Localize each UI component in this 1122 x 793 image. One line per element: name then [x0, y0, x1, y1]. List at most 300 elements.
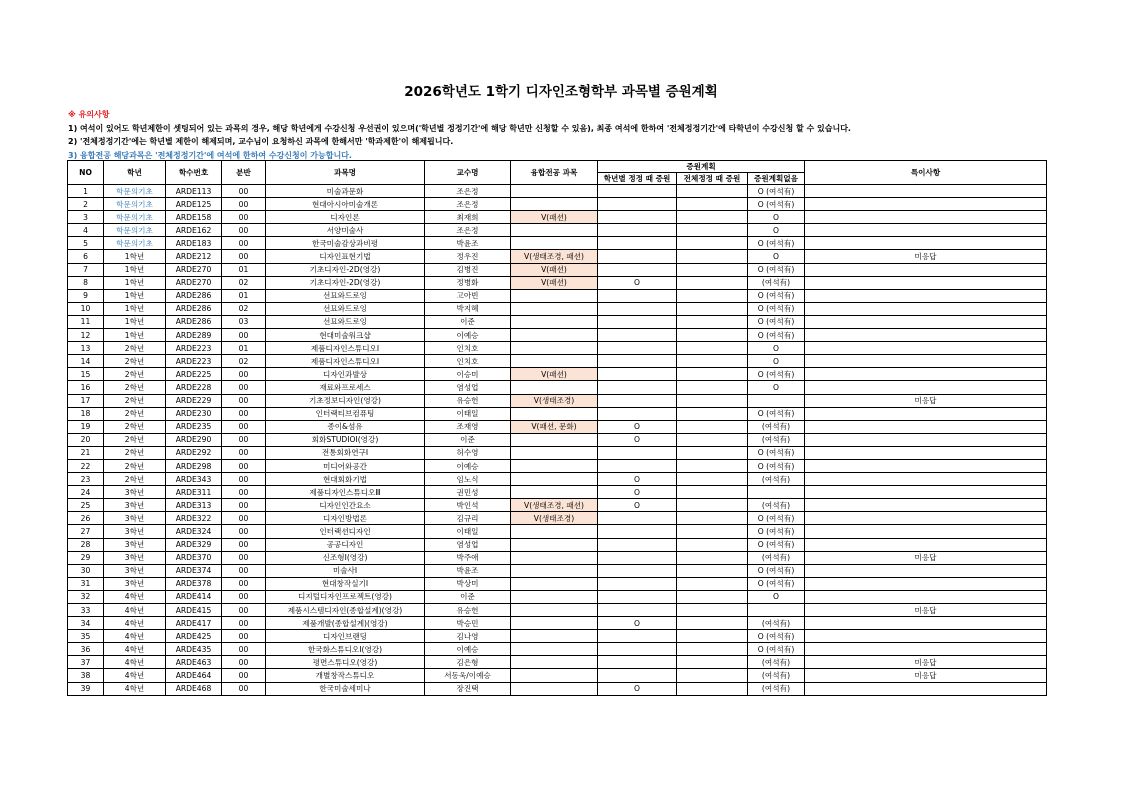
cell-grade: 2학년 [104, 473, 166, 486]
cell-plan-grade [598, 459, 677, 472]
cell-grade: 학문의기초 [104, 224, 166, 237]
header-convergence: 융합전공 과목 [511, 161, 598, 185]
cell-section: 00 [222, 407, 266, 420]
cell-plan-grade [598, 525, 677, 538]
cell-convergence [511, 564, 598, 577]
cell-remarks [805, 643, 1047, 656]
cell-course-code: ARDE313 [166, 499, 222, 512]
cell-no: 8 [68, 276, 104, 289]
table-row [68, 185, 1047, 198]
cell-no: 10 [68, 302, 104, 315]
cell-course-name: 기초디자인-2D(영강) [266, 263, 425, 276]
table-row [68, 643, 1047, 656]
cell-course-code: ARDE311 [166, 486, 222, 499]
table-row [68, 656, 1047, 669]
cell-course-code: ARDE125 [166, 198, 222, 211]
cell-remarks [805, 276, 1047, 289]
cell-course-code: ARDE225 [166, 368, 222, 381]
table-row [68, 459, 1047, 472]
cell-professor: 김나영 [425, 630, 511, 643]
cell-plan-all [677, 682, 748, 695]
cell-plan-grade: O [598, 473, 677, 486]
cell-plan-grade [598, 604, 677, 617]
cell-plan-all [677, 486, 748, 499]
table-row [68, 407, 1047, 420]
cell-plan-none: O (여석有) [748, 407, 805, 420]
cell-course-code: ARDE286 [166, 289, 222, 302]
table-row [68, 617, 1047, 630]
cell-professor: 인치호 [425, 342, 511, 355]
cell-no: 5 [68, 237, 104, 250]
cell-course-code: ARDE464 [166, 669, 222, 682]
cell-course-code: ARDE374 [166, 564, 222, 577]
cell-plan-all [677, 407, 748, 420]
table-row [68, 263, 1047, 276]
cell-section: 01 [222, 342, 266, 355]
cell-section: 00 [222, 643, 266, 656]
cell-course-name: 전통회화연구Ⅰ [266, 446, 425, 459]
cell-course-code: ARDE414 [166, 590, 222, 603]
cell-plan-all [677, 643, 748, 656]
cell-section: 00 [222, 590, 266, 603]
cell-course-name: 디자인인간요소 [266, 499, 425, 512]
cell-convergence [511, 315, 598, 328]
cell-grade: 3학년 [104, 538, 166, 551]
cell-plan-grade [598, 237, 677, 250]
cell-course-name: 신조형I(영강) [266, 551, 425, 564]
cell-section: 00 [222, 459, 266, 472]
cell-course-code: ARDE343 [166, 473, 222, 486]
cell-section: 00 [222, 486, 266, 499]
cell-convergence [511, 407, 598, 420]
table-row [68, 250, 1047, 263]
cell-plan-all [677, 185, 748, 198]
cell-professor: 박윤조 [425, 564, 511, 577]
cell-convergence [511, 342, 598, 355]
cell-section: 00 [222, 198, 266, 211]
cell-section: 00 [222, 250, 266, 263]
cell-professor: 조은정 [425, 224, 511, 237]
cell-professor: 이태일 [425, 525, 511, 538]
cell-grade: 4학년 [104, 656, 166, 669]
cell-plan-all [677, 342, 748, 355]
cell-convergence [511, 381, 598, 394]
cell-plan-grade [598, 656, 677, 669]
cell-plan-none: (여석有) [748, 433, 805, 446]
cell-plan-grade [598, 577, 677, 590]
cell-no: 14 [68, 355, 104, 368]
cell-professor: 임노식 [425, 473, 511, 486]
cell-course-name: 평면스튜디오(영강) [266, 656, 425, 669]
enrollment-plan-table [67, 160, 1047, 696]
cell-plan-none: O (여석有) [748, 538, 805, 551]
cell-plan-all [677, 473, 748, 486]
cell-professor: 최재희 [425, 211, 511, 224]
cell-course-code: ARDE223 [166, 355, 222, 368]
cell-course-name: 재료와프로세스 [266, 381, 425, 394]
cell-remarks [805, 590, 1047, 603]
cell-section: 00 [222, 604, 266, 617]
cell-course-name: 선묘와드로잉 [266, 302, 425, 315]
cell-remarks [805, 499, 1047, 512]
table-row [68, 394, 1047, 407]
cell-no: 18 [68, 407, 104, 420]
cell-remarks [805, 486, 1047, 499]
cell-course-name: 회화STUDIOⅠ(영강) [266, 433, 425, 446]
cell-plan-none: O (여석有) [748, 525, 805, 538]
cell-remarks [805, 617, 1047, 630]
cell-plan-none: O [748, 590, 805, 603]
cell-professor: 박지혜 [425, 302, 511, 315]
cell-professor: 이준 [425, 315, 511, 328]
cell-course-name: 현대창작실기I [266, 577, 425, 590]
cell-no: 15 [68, 368, 104, 381]
table-row [68, 590, 1047, 603]
table-row [68, 211, 1047, 224]
table-row [68, 630, 1047, 643]
cell-convergence [511, 643, 598, 656]
cell-convergence [511, 486, 598, 499]
cell-course-name: 선묘와드로잉 [266, 289, 425, 302]
header-course-name: 과목명 [266, 161, 425, 185]
cell-no: 29 [68, 551, 104, 564]
cell-section: 00 [222, 630, 266, 643]
cell-plan-none: O [748, 355, 805, 368]
header-grade: 학년 [104, 161, 166, 185]
cell-professor: 유승헌 [425, 394, 511, 407]
table-row [68, 381, 1047, 394]
cell-course-name: 제품시스템디자인(종합설계)(영강) [266, 604, 425, 617]
cell-plan-none [748, 394, 805, 407]
cell-course-name: 기초디자인-2D(영강) [266, 276, 425, 289]
cell-grade: 2학년 [104, 394, 166, 407]
table-row [68, 682, 1047, 695]
cell-plan-all [677, 381, 748, 394]
cell-course-code: ARDE322 [166, 512, 222, 525]
cell-grade: 4학년 [104, 669, 166, 682]
cell-plan-grade [598, 551, 677, 564]
cell-no: 12 [68, 329, 104, 342]
cell-plan-all [677, 499, 748, 512]
cell-section: 00 [222, 329, 266, 342]
cell-plan-none: O (여석有) [748, 459, 805, 472]
cell-convergence [511, 459, 598, 472]
cell-course-code: ARDE286 [166, 302, 222, 315]
cell-course-name: 제품디자인스튜디오Ⅲ [266, 486, 425, 499]
cell-section: 01 [222, 263, 266, 276]
table-row [68, 368, 1047, 381]
cell-remarks [805, 289, 1047, 302]
cell-section: 00 [222, 682, 266, 695]
cell-course-name: 선묘와드로잉 [266, 315, 425, 328]
cell-plan-all [677, 394, 748, 407]
cell-plan-none: O [748, 342, 805, 355]
cell-no: 3 [68, 211, 104, 224]
cell-professor: 김규리 [425, 512, 511, 525]
table-row [68, 525, 1047, 538]
cell-grade: 3학년 [104, 525, 166, 538]
cell-plan-all [677, 564, 748, 577]
cell-remarks [805, 433, 1047, 446]
cell-no: 39 [68, 682, 104, 695]
cell-remarks: 미응답 [805, 656, 1047, 669]
cell-grade: 2학년 [104, 459, 166, 472]
cell-remarks [805, 407, 1047, 420]
cell-plan-none: (여석有) [748, 499, 805, 512]
cell-course-code: ARDE113 [166, 185, 222, 198]
cell-plan-grade [598, 630, 677, 643]
cell-plan-none: (여석有) [748, 420, 805, 433]
cell-course-name: 기초정보디자인(영강) [266, 394, 425, 407]
cell-professor: 박인석 [425, 499, 511, 512]
cell-remarks [805, 564, 1047, 577]
cell-course-code: ARDE235 [166, 420, 222, 433]
header-no: NO [68, 161, 104, 185]
cell-convergence [511, 590, 598, 603]
cell-course-code: ARDE162 [166, 224, 222, 237]
table-row [68, 329, 1047, 342]
table-row [68, 551, 1047, 564]
cell-grade: 1학년 [104, 315, 166, 328]
cell-plan-grade [598, 342, 677, 355]
cell-convergence [511, 577, 598, 590]
cell-no: 19 [68, 420, 104, 433]
cell-plan-all [677, 315, 748, 328]
cell-course-code: ARDE468 [166, 682, 222, 695]
cell-professor: 이예승 [425, 643, 511, 656]
cell-professor: 고아빈 [425, 289, 511, 302]
cell-course-code: ARDE324 [166, 525, 222, 538]
cell-section: 00 [222, 669, 266, 682]
cell-no: 33 [68, 604, 104, 617]
document-title: 2026학년도 1학기 디자인조형학부 과목별 증원계획 [404, 84, 718, 100]
cell-grade: 2학년 [104, 368, 166, 381]
cell-remarks [805, 682, 1047, 695]
cell-no: 6 [68, 250, 104, 263]
cell-course-name: 개별창작스튜디오 [266, 669, 425, 682]
cell-course-code: ARDE158 [166, 211, 222, 224]
note-1: 1) 여석이 있어도 학년제한이 셋팅되어 있는 과목의 경우, 해당 학년에게 수강신청 우선권이 있으며('학년별 정정기간'에 해당 학년만 신청할 수 있음), 최종 여석에 한하여 '전체정정기간'에 타학년이 수강신청 할 수 있습니다. [68, 123, 851, 133]
cell-grade: 학문의기초 [104, 185, 166, 198]
cell-remarks: 미응답 [805, 394, 1047, 407]
cell-course-code: ARDE230 [166, 407, 222, 420]
cell-course-name: 공공디자인 [266, 538, 425, 551]
note-2: 2) '전체정정기간'에는 학년별 제한이 해제되며, 교수님이 요청하신 과목에 한해서만 '학과제한'이 해제됩니다. [68, 137, 454, 146]
table-row [68, 433, 1047, 446]
cell-plan-none: O (여석有) [748, 198, 805, 211]
cell-remarks: 미응답 [805, 551, 1047, 564]
cell-grade: 학문의기초 [104, 237, 166, 250]
cell-plan-none: O (여석有) [748, 446, 805, 459]
cell-course-name: 한국화스튜디오I(영강) [266, 643, 425, 656]
cell-plan-grade [598, 446, 677, 459]
cell-plan-grade [598, 198, 677, 211]
cell-course-name: 디자인론 [266, 211, 425, 224]
cell-grade: 1학년 [104, 263, 166, 276]
cell-no: 28 [68, 538, 104, 551]
cell-course-name: 한국미술세미나 [266, 682, 425, 695]
cell-plan-grade [598, 302, 677, 315]
cell-plan-none: O (여석有) [748, 263, 805, 276]
cell-section: 00 [222, 185, 266, 198]
cell-grade: 3학년 [104, 499, 166, 512]
table-row [68, 355, 1047, 368]
cell-plan-none: (여석有) [748, 656, 805, 669]
cell-plan-all [677, 433, 748, 446]
cell-plan-none: O (여석有) [748, 564, 805, 577]
table-row [68, 342, 1047, 355]
cell-section: 00 [222, 381, 266, 394]
cell-grade: 4학년 [104, 590, 166, 603]
cell-plan-grade [598, 315, 677, 328]
cell-plan-all [677, 263, 748, 276]
cell-plan-grade [598, 263, 677, 276]
table-row [68, 198, 1047, 211]
cell-convergence: V(생태조경) [511, 512, 598, 525]
cell-plan-all [677, 630, 748, 643]
cell-plan-none [748, 604, 805, 617]
cell-section: 00 [222, 538, 266, 551]
cell-plan-grade [598, 669, 677, 682]
header-plan-all: 전체정정 때 증원 [677, 173, 748, 185]
cell-convergence [511, 525, 598, 538]
cell-convergence: V(패션) [511, 263, 598, 276]
cell-convergence [511, 289, 598, 302]
cell-convergence [511, 185, 598, 198]
cell-plan-grade: O [598, 420, 677, 433]
cell-plan-grade [598, 224, 677, 237]
cell-professor: 염성업 [425, 538, 511, 551]
cell-professor: 권민성 [425, 486, 511, 499]
cell-section: 00 [222, 211, 266, 224]
cell-convergence [511, 604, 598, 617]
cell-section: 00 [222, 564, 266, 577]
cell-convergence: V(패션, 문화) [511, 420, 598, 433]
cell-plan-all [677, 276, 748, 289]
cell-grade: 2학년 [104, 433, 166, 446]
cell-convergence [511, 630, 598, 643]
cell-course-name: 제품개발(종합설계)(영강) [266, 617, 425, 630]
cell-plan-grade: O [598, 486, 677, 499]
table-row [68, 473, 1047, 486]
cell-no: 17 [68, 394, 104, 407]
cell-remarks [805, 263, 1047, 276]
cell-professor: 박윤조 [425, 237, 511, 250]
table-row [68, 446, 1047, 459]
cell-professor: 장진택 [425, 682, 511, 695]
cell-no: 24 [68, 486, 104, 499]
cell-grade: 4학년 [104, 643, 166, 656]
cell-no: 22 [68, 459, 104, 472]
cell-professor: 박승민 [425, 617, 511, 630]
cell-grade: 2학년 [104, 420, 166, 433]
cell-course-code: ARDE223 [166, 342, 222, 355]
table-row [68, 276, 1047, 289]
cell-plan-all [677, 525, 748, 538]
cell-plan-none: (여석有) [748, 276, 805, 289]
cell-grade: 4학년 [104, 617, 166, 630]
cell-no: 21 [68, 446, 104, 459]
cell-no: 37 [68, 656, 104, 669]
table-row [68, 486, 1047, 499]
cell-no: 20 [68, 433, 104, 446]
cell-grade: 1학년 [104, 329, 166, 342]
cell-no: 34 [68, 617, 104, 630]
cell-remarks [805, 473, 1047, 486]
cell-no: 32 [68, 590, 104, 603]
cell-grade: 3학년 [104, 512, 166, 525]
cell-section: 02 [222, 302, 266, 315]
header-plan-grade: 학년별 정정 때 증원 [598, 173, 677, 185]
cell-plan-grade [598, 643, 677, 656]
cell-course-code: ARDE463 [166, 656, 222, 669]
cell-plan-all [677, 538, 748, 551]
cell-no: 9 [68, 289, 104, 302]
cell-convergence [511, 224, 598, 237]
table-row [68, 577, 1047, 590]
cell-convergence [511, 355, 598, 368]
cell-professor: 인치호 [425, 355, 511, 368]
cell-plan-grade [598, 250, 677, 263]
cell-plan-none: O (여석有) [748, 630, 805, 643]
cell-grade: 1학년 [104, 289, 166, 302]
cell-remarks [805, 538, 1047, 551]
table-row [68, 420, 1047, 433]
cell-professor: 허수영 [425, 446, 511, 459]
table-row [68, 302, 1047, 315]
cell-professor: 박주애 [425, 551, 511, 564]
cell-remarks: 미응답 [805, 604, 1047, 617]
cell-plan-none: O [748, 381, 805, 394]
cell-grade: 2학년 [104, 381, 166, 394]
cell-convergence [511, 551, 598, 564]
cell-plan-grade [598, 512, 677, 525]
cell-grade: 2학년 [104, 446, 166, 459]
cell-convergence [511, 538, 598, 551]
cell-no: 31 [68, 577, 104, 590]
cell-plan-all [677, 446, 748, 459]
cell-plan-grade: O [598, 499, 677, 512]
cell-grade: 학문의기초 [104, 198, 166, 211]
cell-remarks [805, 237, 1047, 250]
cell-no: 35 [68, 630, 104, 643]
cell-plan-none: O (여석有) [748, 185, 805, 198]
cell-section: 00 [222, 551, 266, 564]
cell-remarks [805, 630, 1047, 643]
notes-section [68, 108, 851, 162]
cell-section: 00 [222, 420, 266, 433]
cell-remarks [805, 381, 1047, 394]
cell-plan-none: (여석有) [748, 617, 805, 630]
cell-convergence [511, 473, 598, 486]
cell-convergence [511, 656, 598, 669]
cell-plan-grade [598, 211, 677, 224]
cell-course-name: 디자인브랜딩 [266, 630, 425, 643]
cell-plan-none: O [748, 211, 805, 224]
cell-course-name: 한국미술감상과비평 [266, 237, 425, 250]
cell-remarks [805, 368, 1047, 381]
cell-course-code: ARDE290 [166, 433, 222, 446]
cell-plan-none: (여석有) [748, 682, 805, 695]
cell-grade: 1학년 [104, 276, 166, 289]
cell-section: 00 [222, 473, 266, 486]
cell-section: 00 [222, 433, 266, 446]
cell-plan-grade: O [598, 682, 677, 695]
cell-section: 00 [222, 525, 266, 538]
note-3: 3) 융합전공 해당과목은 '전체정정기간'에 여석에 한하여 수강신청이 가능합니다. [68, 150, 352, 160]
cell-grade: 3학년 [104, 564, 166, 577]
notes-heading: ※ 유의사항 [68, 110, 110, 119]
